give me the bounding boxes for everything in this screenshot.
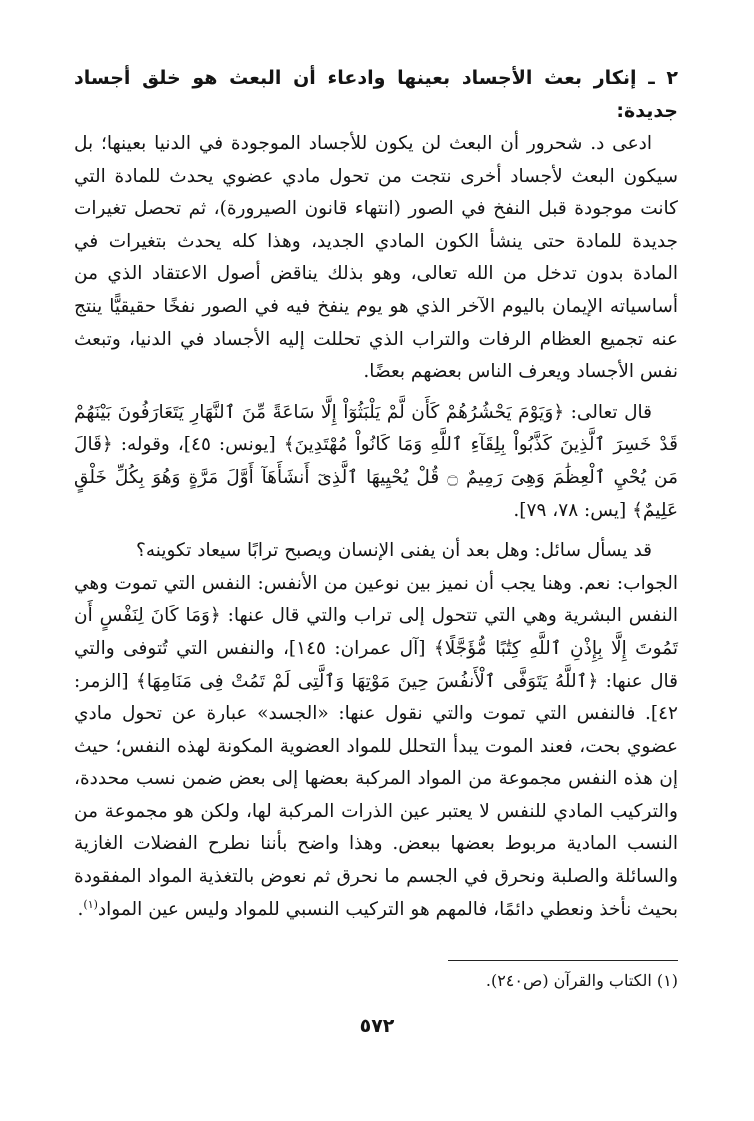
paragraph-claim: ادعى د. شحرور أن البعث لن يكون للأجساد الموجودة في الدنيا بعينها؛ بل سيكون البعث لأجساد أخرى نتجت من تحول مادي عضوي يحدث للمادة التي كانت موجودة قبل النفخ في الصور (انتهاء قانون الصيرورة)، ثم تحصل تغيرات جديدة للمادة حتى ينشأ الكون المادي الجديد، وهذا كله يحدث بتغيرات في المادة بدون تدخل من الله تعالى، وهو بذلك يناقض أصول الاعتقاد الذي من أساسياته الإيمان باليوم الآخر الذي هو يوم ينفخ فيه في الصور نفخًا حقيقيًّا ينتج عنه تجميع العظام الرفات والتراب الذي تحللت إليه الأجساد في الدنيا، وتبعث نفس الأجساد ويعرف الناس بعضهم بعضًا. [74, 133, 678, 383]
paragraph-gap [74, 389, 678, 397]
footnote-divider [448, 960, 678, 961]
paragraph-answer [74, 568, 678, 927]
footnote: (١) الكتاب والقرآن (ص٢٤٠). [485, 971, 678, 990]
footnote-reference: (١) [83, 897, 98, 911]
paragraph-question: قد يسأل سائل: وهل بعد أن يفنى الإنسان ويصبح ترابًا سيعاد تكوينه؟ [136, 540, 652, 562]
page-number: ٥٧٢ [359, 1015, 395, 1037]
page-body [74, 62, 678, 926]
section-heading: ٢ ـ إنكار بعث الأجساد بعينها وادعاء أن البعث هو خلق أجساد جديدة: [74, 67, 678, 122]
paragraph-end-period: . [77, 898, 84, 920]
paragraph-answer-text: الجواب: نعم. وهنا يجب أن نميز بين نوعين من الأنفس: النفس التي تموت وهي النفس البشرية وهي التي تتحول إلى تراب والتي قال عنها: ﴿وَمَا كَانَ لِنَفْسٍ أَن تَمُوتَ إِلَّا بِإِذْنِ ٱللَّهِ كِتَٰبًا مُّؤَجَّلًا﴾ [آل عمران: ١٤٥]، والنفس التي تُتوفى والتي قال عنها: ﴿ٱللَّهُ يَتَوَفَّى ٱلْأَنفُسَ حِينَ مَوْتِهَا وَٱلَّتِى لَمْ تَمُتْ فِى مَنَامِهَا﴾ [الزمر: ٤٢]. فالنفس التي تموت والتي نقول عنها: «الجسد» عبارة عن تحول مادي عضوي بحت، فعند الموت يبدأ التحلل للمواد العضوية المكونة لهذه النفس؛ حيث إن هذه النفس مجموعة من المواد المركبة بعضها إلى بعض ضمن نسب محددة، والتركيب المادي للنفس لا يعتبر عين الذرات المركبة لها، ولكن هو مجموعة من النسب المادية مربوط بعضها ببعض. وهذا واضح بأننا نطرح الفضلات الغازية والسائلة والصلبة ونحرق في الجسم ما نحرق ثم نعوض بالتغذية المواد المفقودة بحيث نأخذ ونعطي دائمًا، فالمهم هو التركيب النسبي للمواد وليس عين المواد [74, 572, 678, 920]
paragraph-gap [74, 527, 678, 535]
paragraph-quran-verses: قال تعالى: ﴿وَيَوْمَ يَحْشُرُهُمْ كَأَن لَّمْ يَلْبَثُوٓاْ إِلَّا سَاعَةً مِّنَ ٱلنَّهَارِ يَتَعَارَفُونَ بَيْنَهُمْ قَدْ خَسِرَ ٱلَّذِينَ كَذَّبُواْ بِلِقَآءِ ٱللَّهِ وَمَا كَانُواْ مُهْتَدِينَ﴾ [يونس: ٤٥]، وقوله: ﴿قَالَ مَن يُحْيِ ٱلْعِظَٰمَ وَهِىَ رَمِيمٌ ۝ قُلْ يُحْيِيهَا ٱلَّذِىٓ أَنشَأَهَآ أَوَّلَ مَرَّةٍ وَهُوَ بِكُلِّ خَلْقٍ عَلِيمٌ﴾ [يس: ٧٨، ٧٩]. [74, 401, 678, 521]
